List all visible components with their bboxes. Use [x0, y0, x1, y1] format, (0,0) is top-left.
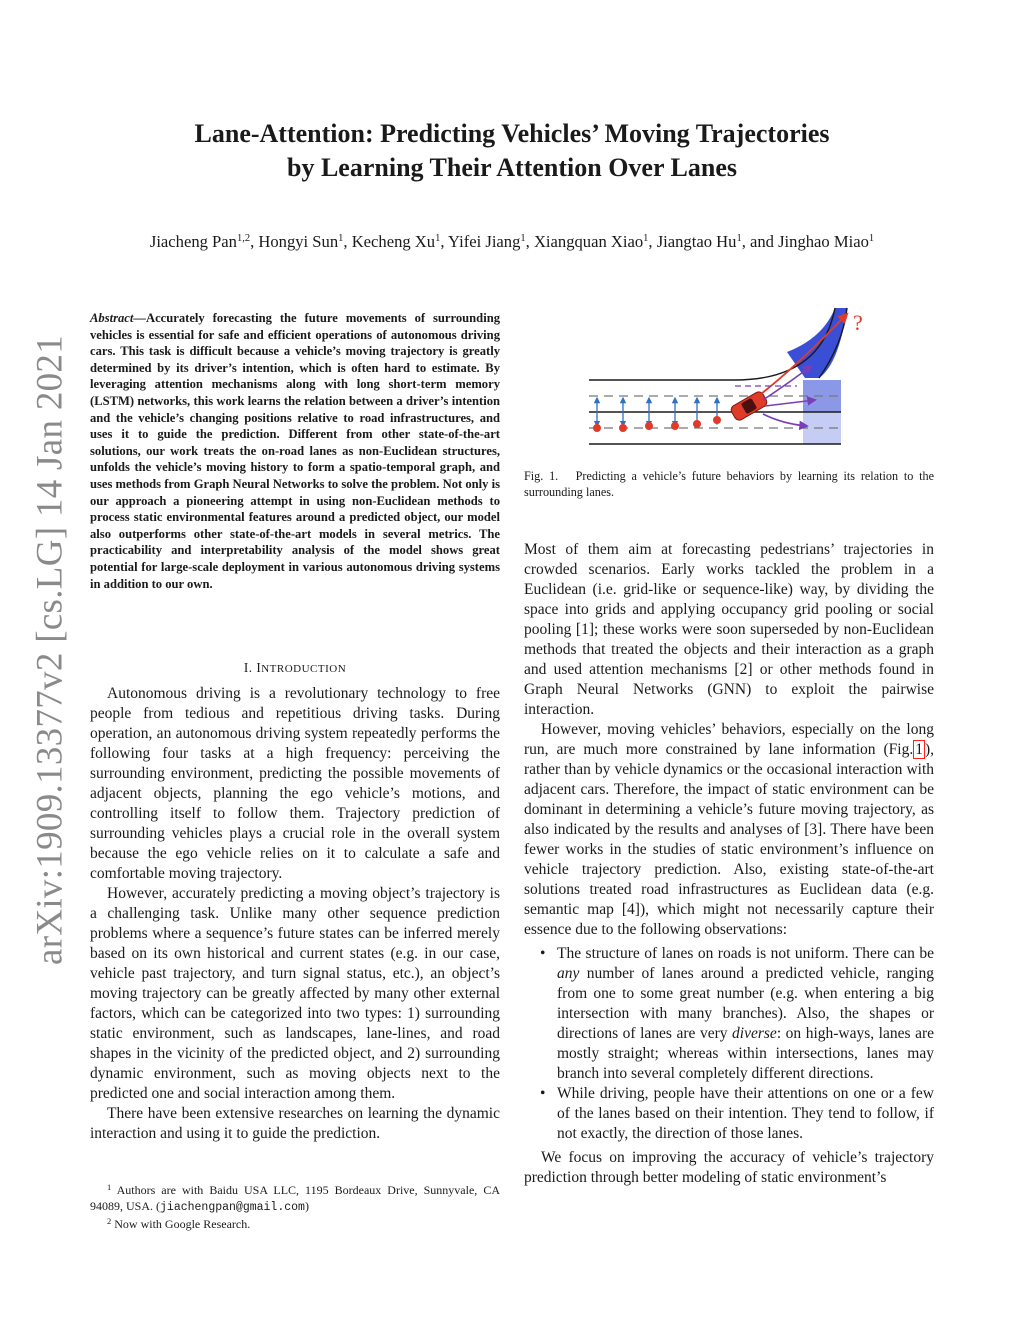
footnote-1: $^1$ Authors are with Baidu USA LLC, 1195 Bordeaux Drive, Sunnyvale, CA 94089, USA. (jiachengpan@gmail.com): [90, 1182, 500, 1214]
question-mark: ?: [853, 310, 863, 335]
caption-text: Predicting a vehicle’s future behaviors by learning its relation to the surrounding lanes.: [524, 469, 935, 499]
left-column-body: [90, 684, 500, 1144]
candidate-trajectory: [763, 414, 807, 426]
abstract-text: Accurately forecasting the future movements of surrounding vehicles is essential for safe and efficient operations of autonomous driving cars. This task is difficult because a vehicle’s moving trajectory is greatly determined by its driver’s intention, which is often hard to estimate. By leveraging attention mechanisms along with long short-term memory (LSTM) networks, this work learns the relation between a driver’s intention and the vehicle’s changing positions relative to road infrastructures, and uses it to guide the prediction. Different from other state-of-the-art solutions, our work treats the on-road lanes as non-Euclidean structures, unfolds the vehicle’s moving history to form a spatio-temporal graph, and uses methods from Graph Neural Networks to solve the problem. Not only is our approach a pioneering attempt in using non-Euclidean methods to process static environmental features around a predicted object, our model also outperforms other state-of-the-art models in several metrics. The practicability and interpretability analysis of the model shows great potential for large-scale deployment in various autonomous driving systems in addition to our own.: [90, 311, 500, 591]
paragraph: Autonomous driving is a revolutionary technology to free people from tedious and repetitious driving tasks. During operation, an autonomous driving system repeatedly performs the following four tasks at a high frequency: perceiving the surrounding environment, predicting the possible movements of adjacent objects, planning the ego vehicle’s motions, and controlling itself to follow them. Trajectory prediction of surrounding vehicles plays a crucial role in the overall system because the ego vehicle relies on it to calculate a safe and comfortable moving trajectory.: [90, 685, 500, 882]
abstract: Abstract—Accurately forecasting the future movements of surrounding vehicles is essential for safe and efficient operations of autonomous driving cars. This task is difficult because a vehicle’s moving trajectory is greatly determined by its driver’s intention, which is often hard to estimate. By leveraging attention mechanisms along with long short-term memory (LSTM) networks, this work learns the relation between a driver’s intention and the vehicle’s changing positions relative to road infrastructures, and uses it to guide the prediction. Different from other state-of-the-art solutions, our work treats the on-road lanes as non-Euclidean structures, unfolds the vehicle’s moving history to form a spatio-temporal graph, and uses methods from Graph Neural Networks to solve the problem. Not only is our approach a pioneering attempt in using non-Euclidean methods to process static environmental features around a predicted object, our model also outperforms other state-of-the-art models in several metrics. The practicability and interpretability analysis of the model shows great potential for large-scale deployment in various autonomous driving systems in addition to our own.: [90, 311, 500, 591]
affiliation-mark: 1: [736, 233, 742, 244]
figure-1-lane-diagram: [585, 304, 875, 450]
title-line-2: by Learning Their Attention Over Lanes: [287, 153, 737, 182]
affiliation-mark: 1,2: [236, 233, 251, 244]
footnotes: [90, 1182, 500, 1232]
paper-title: [100, 117, 924, 185]
curved-lane-edge: [589, 308, 835, 380]
paragraph: Most of them aim at forecasting pedestrians’ trajectories in crowded scenarios. Early works tackled the problem in a Euclidean (i.e. grid-like or sequence-like) way, by dividing the space into grids and applying occupancy grid pooling or social pooling [1]; these works were soon superseded by non-Euclidean methods that treated the objects and their interaction as a graph and used attention mechanisms [2] or other methods found in Graph Neural Networks (GNN) to exploit the pairwise interaction.: [524, 541, 934, 718]
author: Jiangtao Hu$^1$, and: [656, 232, 779, 251]
author: Hongyi Sun$^1$,: [258, 232, 352, 251]
author: Jinghao Miao$^1$: [778, 232, 875, 251]
affiliation-mark: 1: [338, 233, 344, 244]
title-line-1: Lane-Attention: Predicting Vehicles’ Moving Trajectories: [194, 119, 830, 148]
arxiv-id: arXiv:1909.13377v2 [cs.LG] 14 Jan 2021: [29, 334, 71, 966]
list-item: • The structure of lanes on roads is not uniform. There can be any number of lanes around a predicted vehicle, ranging from one to some great number (e.g. when entering a big intersection with many branches). Also, the shapes or directions of lanes are very diverse: on high-ways, lanes are mostly straight; whereas within intersections, lanes may branch into several completely different directions.: [540, 945, 934, 1082]
affiliation-mark: 1: [868, 233, 875, 244]
arxiv-stamp: [29, 334, 71, 966]
author: Yifei Jiang$^1$,: [448, 232, 534, 251]
paragraph: There have been extensive researches on learning the dynamic interaction and using it to guide the prediction.: [90, 1105, 500, 1142]
caption-label: Fig. 1.: [524, 469, 559, 483]
history-points: [593, 400, 721, 432]
abstract-label: Abstract: [90, 311, 134, 325]
footnote-2: $^2$ Now with Google Research.: [107, 1216, 251, 1231]
observation-list: [524, 944, 934, 1144]
paragraph: However, moving vehicles’ behaviors, especially on the long run, are much more constrained by lane information (Fig. 1 ), rather than by vehicle dynamics or the occasional interaction with adjacent cars. Therefore, the impact of static environment can be dominant in determining a vehicle’s future moving trajectory, as also indicated by the results and analyses of [3]. There have been fewer works in the studies of static environment’s influence on vehicle trajectory prediction. Also, existing state-of-the-art solutions treated road infrastructures as Euclidean data (e.g. semantic map [4]), which might not necessarily capture their essence due to the following observations:: [524, 721, 934, 938]
affiliation-mark: 1: [435, 233, 441, 244]
author: Kecheng Xu$^1$,: [351, 232, 449, 251]
author: Xiangquan Xiao$^1$,: [533, 232, 657, 251]
paragraph: However, accurately predicting a moving object’s trajectory is a challenging task. Unlike many other sequence prediction problems where a sequence’s future states can be inferred merely based on its own historical and current states (e.g. in our case, vehicle past trajectory, and turn signal status, etc.), an object’s moving trajectory can be greatly affected by many other external factors, which can be categorized into two types: 1) surrounding static environment, such as landscapes, lane-lines, and road shapes in the vicinity of the predicted object, and 2) surrounding dynamic environment, such as moving objects next to the predicted one and social interaction among them.: [90, 885, 500, 1102]
paragraph: We focus on improving the accuracy of vehicle’s trajectory prediction through better modeling of static environment’s: [524, 1149, 934, 1186]
affiliation-mark: 1: [520, 233, 526, 244]
email-link[interactable]: jiachengpan@gmail.com: [160, 1201, 305, 1214]
author: Jiacheng Pan$^{1,2}$,: [149, 232, 259, 251]
list-item: • While driving, people have their attentions on one or a few of the lanes based on their intention. They tend to follow, if not exactly, the direction of those lanes.: [540, 1085, 934, 1142]
figure-ref-link[interactable]: 1: [915, 741, 923, 758]
section-heading: I. INTRODUCTION: [243, 660, 347, 675]
figure-caption: [524, 469, 934, 500]
car-icon: [729, 390, 768, 422]
affiliation-mark: 1: [643, 233, 649, 244]
right-column-body: [524, 540, 934, 1188]
author-list: [60, 231, 964, 253]
